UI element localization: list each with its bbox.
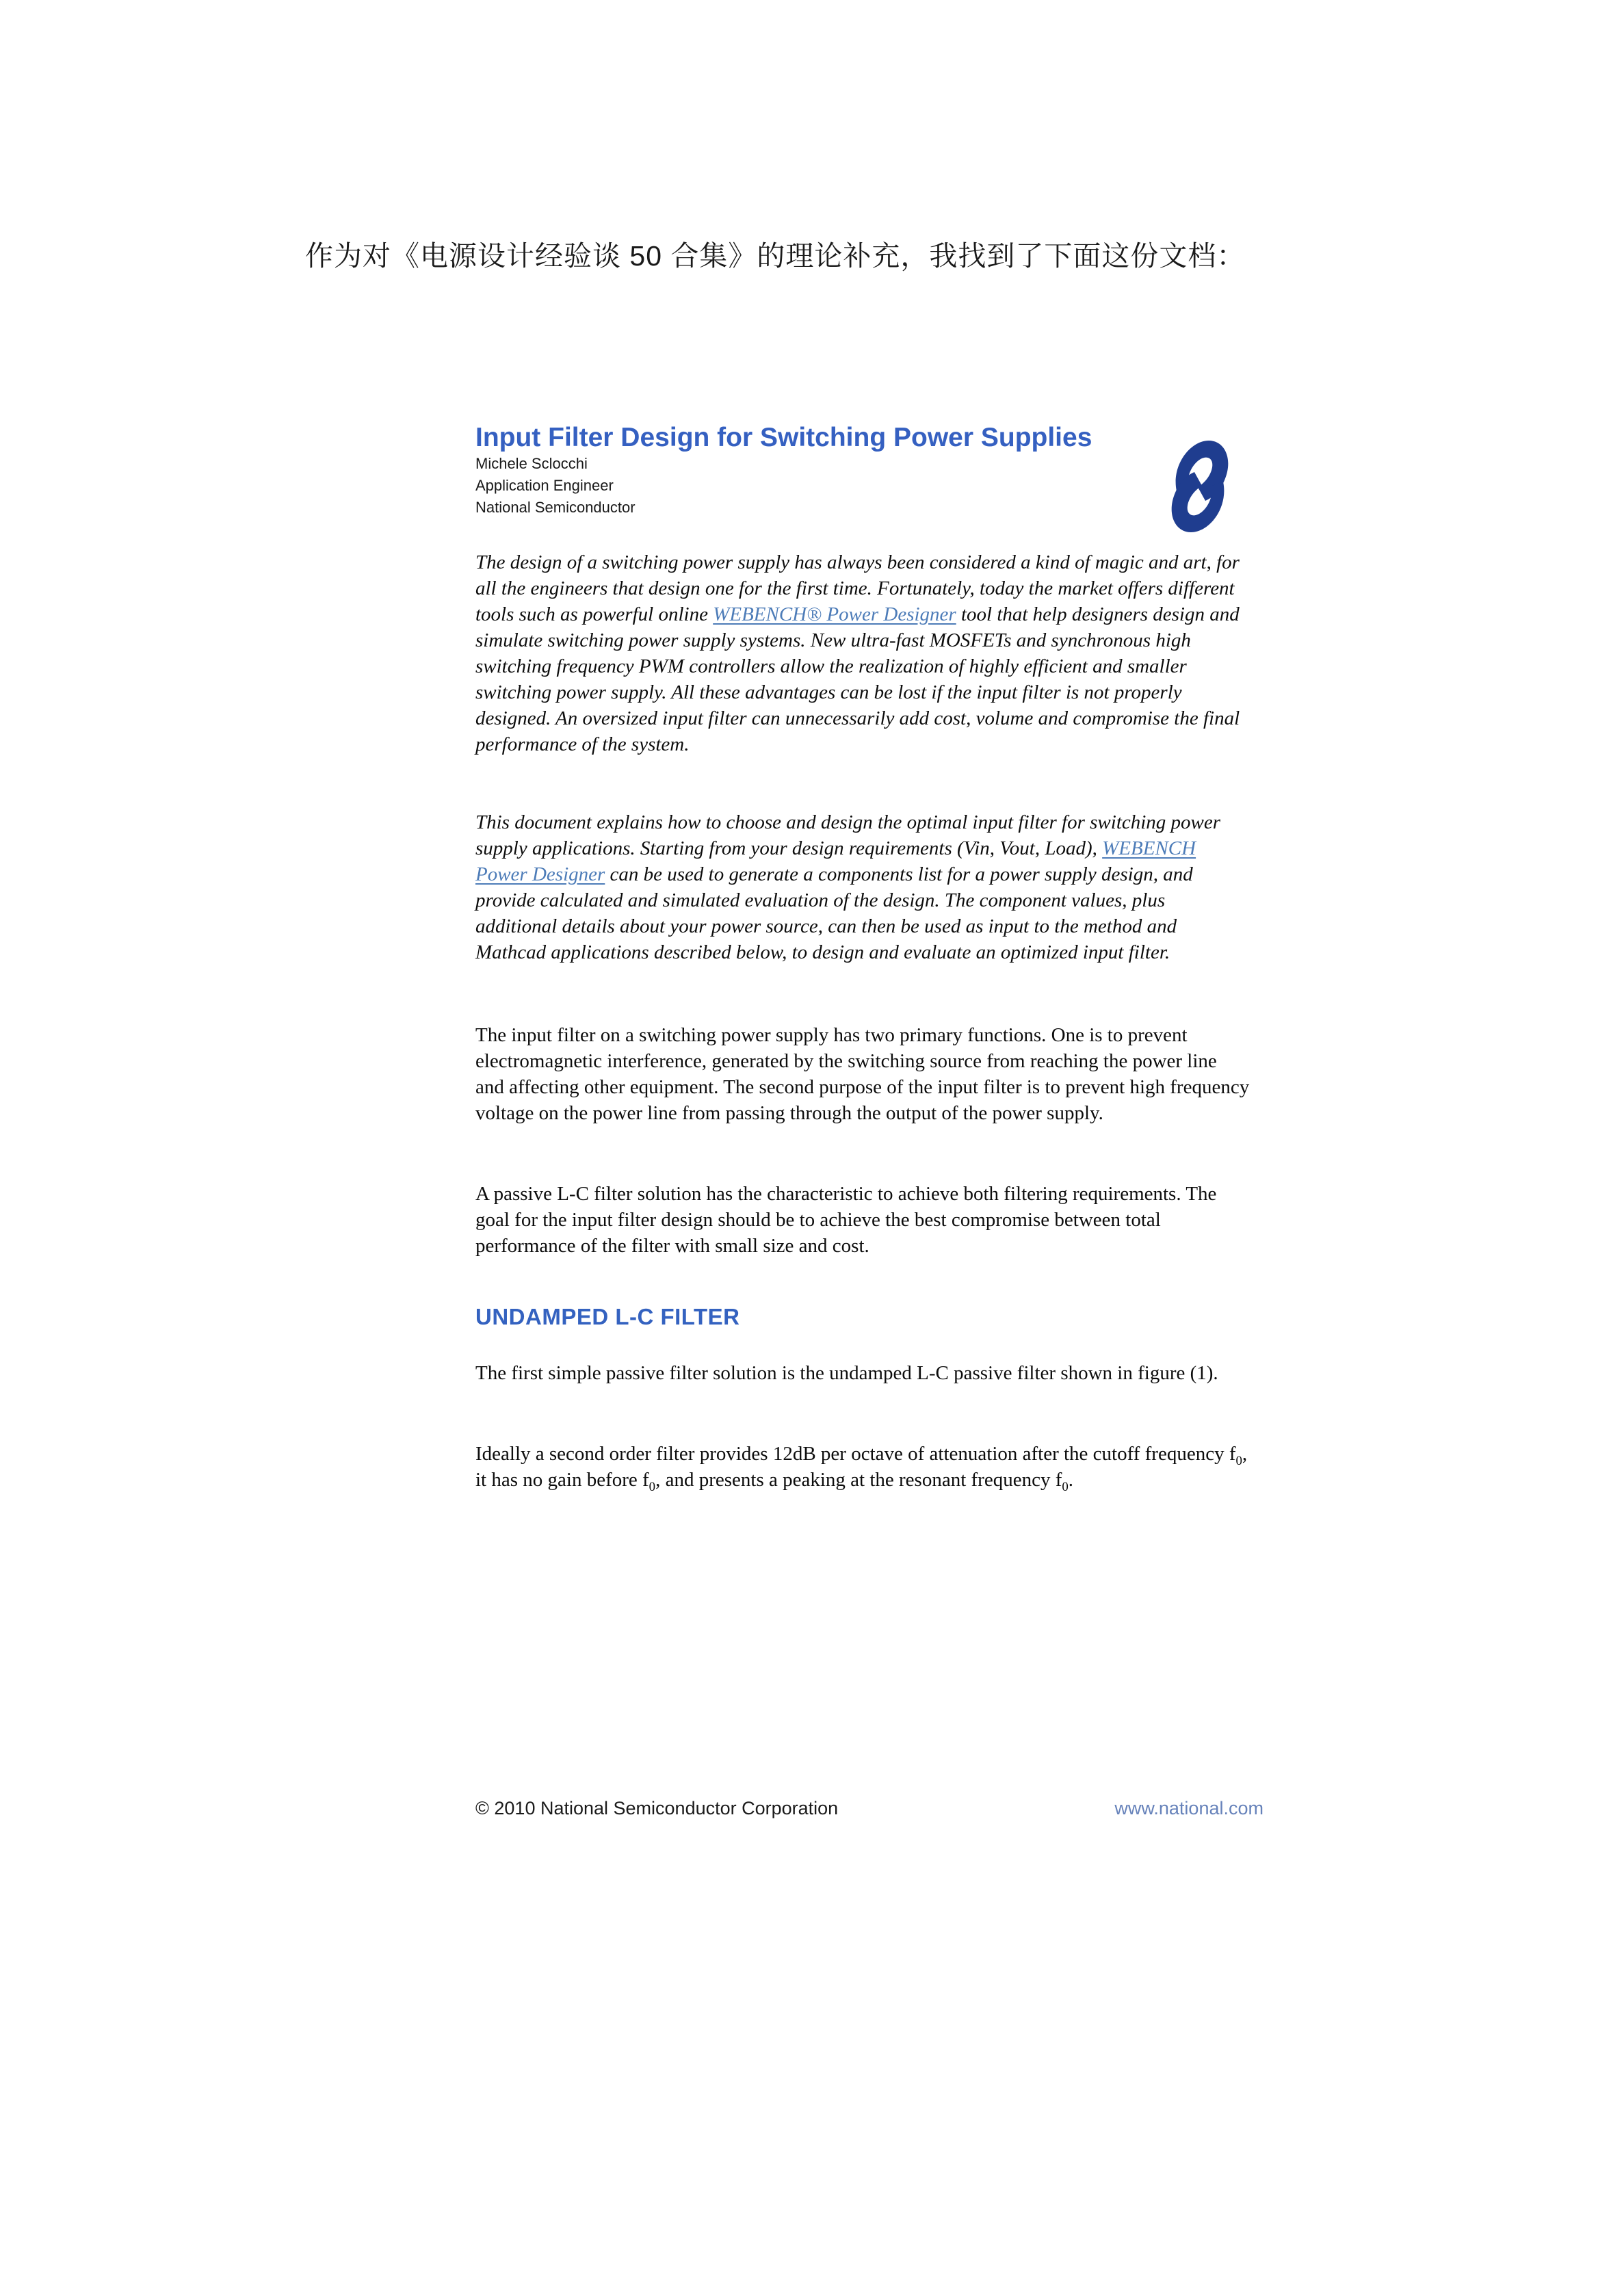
footer-website-link[interactable]: www.national.com	[1114, 1798, 1263, 1818]
webench-power-designer-link[interactable]: WEBENCH® Power Designer	[713, 603, 956, 625]
intro-paragraph-1-text-after: tool that help designers design and simulate switching power supply systems. New ultra-fast MOSFETs and synchronous high switching frequency PWM controllers allow the realization of highly efficient and smaller switching power supply. All these advantages can be lost if the input filter is not properly designed. An oversized input filter can unnecessarily add cost, volume and compromise the final performance of the system.	[475, 603, 1240, 755]
section-paragraph-second-order	[475, 1441, 1250, 1493]
document-title: Input Filter Design for Switching Power Supplies	[475, 423, 1092, 452]
intro-paragraph-1-text: The design of a switching power supply has always been considered a kind of magic and art, for all the engineers that design one for the first time. Fortunately, today the market offers different tools such as powerful online	[475, 551, 1240, 625]
author-role: Application Engineer	[475, 477, 614, 494]
author-name: Michele Sclocchi	[475, 455, 588, 472]
author-block	[475, 453, 636, 519]
p6-segment-1: Ideally a second order filter provides 12dB per octave of attenuation after the cutoff frequency f	[475, 1443, 1236, 1465]
chinese-intro-note: 作为对《电源设计经验谈 50 合集》的理论补充，我找到了下面这份文档：	[305, 240, 1246, 272]
national-semiconductor-logo-icon	[1165, 432, 1235, 540]
intro-paragraph-1	[475, 549, 1250, 757]
p6-segment-4: .	[1068, 1469, 1074, 1491]
f0-subscript: 0	[1235, 1453, 1242, 1468]
f0-subscript: 0	[649, 1479, 656, 1494]
intro-paragraph-2-text-after: can be used to generate a components list for a power supply design, and provide calculated and simulated evaluation of the design. The component values, plus additional details about your power source, can then be used as input to the method and Mathcad applications described below, to design and evaluate an optimized input filter.	[475, 863, 1193, 963]
section-heading-undamped-lc-filter: UNDAMPED L-C FILTER	[475, 1304, 740, 1329]
p6-segment-2: , it has no gain before f	[475, 1443, 1248, 1491]
webench-power-designer-link-2[interactable]: WEBENCH Power Designer	[475, 837, 1196, 885]
body-paragraph-lc-solution: A passive L-C filter solution has the characteristic to achieve both filtering requirements. The goal for the input filter design should be to achieve the best compromise between total performance of the filter with small size and cost.	[475, 1183, 1217, 1257]
f0-subscript: 0	[1062, 1479, 1069, 1494]
footer-copyright: © 2010 National Semiconductor Corporation	[475, 1798, 839, 1818]
section-paragraph-first-solution: The first simple passive filter solution is the undamped L-C passive filter shown in figure (1).	[475, 1362, 1218, 1384]
p6-segment-3: , and presents a peaking at the resonant frequency f	[655, 1469, 1062, 1491]
author-company: National Semiconductor	[475, 499, 636, 516]
body-paragraph-filter-functions: The input filter on a switching power supply has two primary functions. One is to prevent electromagnetic interference, generated by the switching source from reaching the power line and affecting other equipment. The second purpose of the input filter is to prevent high frequency voltage on the power line from passing through the output of the power supply.	[475, 1024, 1250, 1124]
intro-paragraph-2	[475, 809, 1250, 965]
intro-paragraph-2-text: This document explains how to choose and design the optimal input filter for switching power supply applications. Starting from your design requirements (Vin, Vout, Load),	[475, 811, 1221, 859]
